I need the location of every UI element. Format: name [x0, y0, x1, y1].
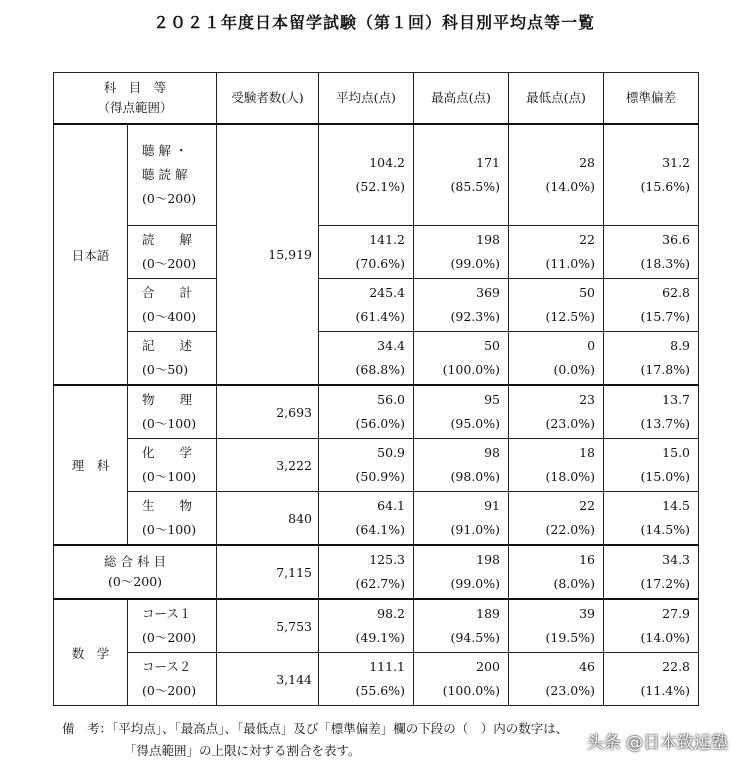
std-cell	[604, 385, 699, 439]
highest-value: 198	[476, 552, 501, 567]
std-percent: (14.5%)	[640, 522, 691, 537]
subject-cell	[128, 124, 217, 226]
subject-name: 聴 読 解	[142, 167, 188, 182]
examinees-course2: 3,144	[217, 653, 319, 706]
subject-cell	[128, 492, 217, 546]
lowest-cell	[509, 439, 604, 492]
page-title: ２０２１年度日本留学試験（第１回）科目別平均点等一覧	[152, 13, 595, 32]
average-cell	[319, 279, 414, 332]
std-value: 62.8	[662, 285, 691, 300]
highest-percent: (100.0%)	[442, 683, 501, 698]
average-percent: (56.0%)	[355, 416, 406, 431]
average-percent: (61.4%)	[355, 309, 406, 324]
subject-name: 聴 解 ・	[142, 143, 188, 158]
highest-value: 91	[484, 498, 501, 513]
lowest-value: 28	[579, 155, 596, 170]
std-value: 27.9	[662, 606, 691, 621]
lowest-cell	[509, 226, 604, 279]
highest-percent: (95.0%)	[450, 416, 501, 431]
lowest-cell	[509, 492, 604, 546]
lowest-percent: (22.0%)	[545, 522, 596, 537]
average-value: 245.4	[369, 285, 406, 300]
header-lowest: 最低点(点)	[509, 73, 604, 125]
subject-range: (0～200)	[142, 683, 197, 698]
lowest-cell	[509, 332, 604, 386]
std-percent: (14.0%)	[640, 630, 691, 645]
std-cell	[604, 439, 699, 492]
lowest-percent: (11.0%)	[545, 256, 596, 271]
highest-value: 200	[476, 659, 501, 674]
lowest-value: 22	[579, 498, 596, 513]
highest-value: 50	[484, 338, 501, 353]
std-percent: (15.0%)	[640, 469, 691, 484]
subject-name: 生 物	[142, 498, 193, 513]
examinees-physics: 2,693	[217, 385, 319, 439]
average-value: 98.2	[377, 606, 406, 621]
table-row	[54, 545, 699, 599]
std-percent: (18.3%)	[640, 256, 691, 271]
lowest-value: 16	[579, 552, 596, 567]
highest-percent: (99.0%)	[450, 576, 501, 591]
std-cell	[604, 492, 699, 546]
highest-cell	[414, 332, 509, 386]
lowest-percent: (19.5%)	[545, 630, 596, 645]
std-value: 31.2	[662, 155, 691, 170]
highest-cell	[414, 226, 509, 279]
subject-range: (0～200)	[107, 574, 163, 589]
average-value: 111.1	[369, 659, 406, 674]
highest-cell	[414, 439, 509, 492]
examinees-japanese: 15,919	[217, 124, 319, 385]
std-cell	[604, 279, 699, 332]
lowest-percent: (23.0%)	[545, 416, 596, 431]
std-cell	[604, 332, 699, 386]
highest-value: 171	[476, 155, 501, 170]
table-row	[54, 385, 699, 439]
average-cell	[319, 653, 414, 706]
subject-cell	[128, 332, 217, 386]
highest-percent: (91.0%)	[450, 522, 501, 537]
std-percent: (17.8%)	[640, 362, 691, 377]
header-subject-range: （得点範囲）	[97, 100, 173, 115]
average-percent: (55.6%)	[355, 683, 406, 698]
group-science: 理 科	[54, 385, 128, 545]
std-value: 8.9	[670, 338, 691, 353]
subject-range: (0～200)	[142, 256, 197, 271]
average-percent: (64.1%)	[355, 522, 406, 537]
average-value: 141.2	[369, 232, 406, 247]
std-cell	[604, 599, 699, 653]
table-row	[54, 599, 699, 653]
std-cell	[604, 653, 699, 706]
std-value: 36.6	[662, 232, 691, 247]
header-average: 平均点(点)	[319, 73, 414, 125]
highest-cell	[414, 653, 509, 706]
group-math: 数 学	[54, 599, 128, 706]
average-percent: (50.9%)	[355, 469, 406, 484]
examinees-general: 7,115	[217, 545, 319, 599]
std-cell	[604, 124, 699, 226]
subject-cell	[128, 279, 217, 332]
lowest-value: 39	[579, 606, 596, 621]
subject-name: 読 解	[142, 232, 193, 247]
subject-name: 化 学	[142, 445, 193, 460]
std-cell	[604, 226, 699, 279]
lowest-percent: (8.0%)	[553, 576, 596, 591]
highest-value: 95	[484, 392, 501, 407]
average-value: 104.2	[369, 155, 406, 170]
highest-value: 189	[476, 606, 501, 621]
lowest-percent: (18.0%)	[545, 469, 596, 484]
subject-range: (0～50)	[142, 362, 189, 377]
lowest-cell	[509, 385, 604, 439]
average-cell	[319, 439, 414, 492]
subject-name: 合 計	[142, 285, 193, 300]
table-row	[54, 492, 699, 546]
subject-name: 総 合 科 目	[104, 554, 166, 569]
highest-value: 198	[476, 232, 501, 247]
average-percent: (49.1%)	[355, 630, 406, 645]
highest-cell	[414, 545, 509, 599]
lowest-cell	[509, 124, 604, 226]
average-value: 64.1	[377, 498, 406, 513]
header-highest: 最高点(点)	[414, 73, 509, 125]
lowest-value: 18	[579, 445, 596, 460]
highest-cell	[414, 599, 509, 653]
header-examinees: 受験者数(人)	[217, 73, 319, 125]
examinees-biology: 840	[217, 492, 319, 546]
average-value: 34.4	[377, 338, 406, 353]
subject-cell	[128, 653, 217, 706]
std-value: 13.7	[662, 392, 691, 407]
highest-percent: (99.0%)	[450, 256, 501, 271]
lowest-value: 22	[579, 232, 596, 247]
lowest-percent: (12.5%)	[545, 309, 596, 324]
highest-percent: (98.0%)	[450, 469, 501, 484]
std-value: 22.8	[662, 659, 691, 674]
subject-range: (0～100)	[142, 416, 197, 431]
table-row	[54, 653, 699, 706]
subject-cell	[128, 599, 217, 653]
lowest-percent: (23.0%)	[545, 683, 596, 698]
average-cell	[319, 332, 414, 386]
highest-cell	[414, 124, 509, 226]
footnote-line: 備 考：「平均点」、「最高点」、「最低点」及び「標準偏差」欄の下段の（ ）内の数字は、	[62, 721, 569, 736]
subject-name: 物 理	[142, 392, 193, 407]
std-percent: (11.4%)	[640, 683, 691, 698]
lowest-cell	[509, 653, 604, 706]
average-percent: (52.1%)	[355, 179, 406, 194]
highest-value: 369	[476, 285, 501, 300]
footnote	[62, 718, 568, 762]
table-header-row	[54, 73, 699, 125]
table-row	[54, 124, 699, 226]
highest-cell	[414, 279, 509, 332]
lowest-percent: (0.0%)	[553, 362, 596, 377]
table-row	[54, 279, 699, 332]
average-value: 125.3	[369, 552, 406, 567]
header-subject-label: 科 目 等	[103, 80, 167, 95]
table-row	[54, 439, 699, 492]
highest-percent: (85.5%)	[450, 179, 501, 194]
highest-cell	[414, 385, 509, 439]
average-cell	[319, 599, 414, 653]
std-percent: (15.7%)	[640, 309, 691, 324]
subject-cell	[128, 439, 217, 492]
average-value: 56.0	[377, 392, 406, 407]
lowest-cell	[509, 599, 604, 653]
average-percent: (70.6%)	[355, 256, 406, 271]
score-table	[53, 72, 699, 706]
footnote-line: 「得点範囲」の上限に対する割合を表す。	[124, 743, 361, 758]
highest-percent: (92.3%)	[450, 309, 501, 324]
subject-range: (0～100)	[142, 469, 197, 484]
lowest-cell	[509, 545, 604, 599]
std-value: 15.0	[662, 445, 691, 460]
average-cell	[319, 492, 414, 546]
highest-percent: (94.5%)	[450, 630, 501, 645]
lowest-value: 0	[587, 338, 596, 353]
average-value: 50.9	[377, 445, 406, 460]
average-cell	[319, 124, 414, 226]
lowest-value: 23	[579, 392, 596, 407]
average-cell	[319, 385, 414, 439]
highest-cell	[414, 492, 509, 546]
table-row	[54, 332, 699, 386]
std-percent: (17.2%)	[640, 576, 691, 591]
lowest-value: 46	[579, 659, 596, 674]
average-cell	[319, 226, 414, 279]
subject-name: 記 述	[142, 338, 193, 353]
std-percent: (15.6%)	[640, 179, 691, 194]
header-subject	[54, 73, 217, 125]
examinees-chemistry: 3,222	[217, 439, 319, 492]
header-std-dev: 標準偏差	[604, 73, 699, 125]
subject-range: (0～400)	[142, 309, 197, 324]
std-percent: (13.7%)	[640, 416, 691, 431]
subject-range: (0～200)	[142, 630, 197, 645]
lowest-cell	[509, 279, 604, 332]
highest-percent: (100.0%)	[442, 362, 501, 377]
std-value: 34.3	[662, 552, 691, 567]
subject-cell	[128, 385, 217, 439]
subject-range: (0～100)	[142, 522, 197, 537]
average-percent: (62.7%)	[355, 576, 406, 591]
examinees-course1: 5,753	[217, 599, 319, 653]
subject-range: (0～200)	[142, 191, 197, 206]
subject-name: コース２	[142, 659, 192, 674]
subject-name: コース１	[142, 606, 192, 621]
subject-cell-general	[54, 545, 217, 599]
std-cell	[604, 545, 699, 599]
table-row	[54, 226, 699, 279]
lowest-value: 50	[579, 285, 596, 300]
average-percent: (68.8%)	[355, 362, 406, 377]
std-value: 14.5	[662, 498, 691, 513]
lowest-percent: (14.0%)	[545, 179, 596, 194]
average-cell	[319, 545, 414, 599]
watermark: 头条 @日本致远塾	[586, 733, 728, 753]
group-japanese: 日本語	[54, 124, 128, 385]
highest-value: 98	[484, 445, 501, 460]
subject-cell	[128, 226, 217, 279]
